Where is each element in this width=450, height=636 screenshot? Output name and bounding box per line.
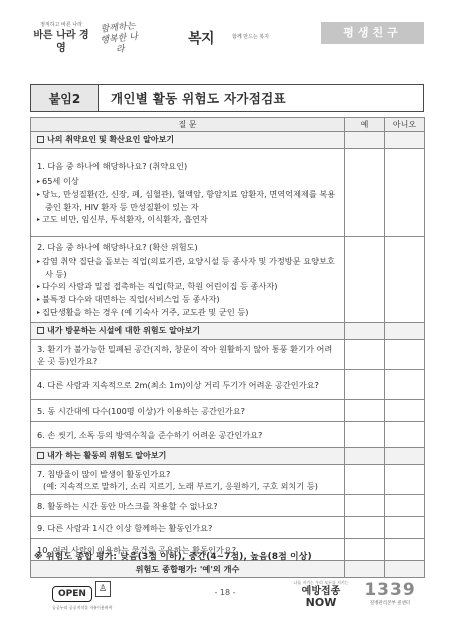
question-row-2	[31, 237, 425, 323]
section-title: 내가 하는 활동의 위험도 알아보기	[47, 451, 167, 460]
yes-cell[interactable]	[345, 517, 385, 539]
self-check-table	[30, 117, 425, 578]
no-cell[interactable]	[385, 517, 425, 539]
yes-cell[interactable]	[345, 539, 385, 561]
hotline-logo	[360, 580, 420, 606]
no-cell[interactable]	[385, 465, 425, 495]
checkbox-icon[interactable]	[37, 136, 44, 143]
bullet-item: ▸ 집단생활을 하는 경우 (예 기숙사 거주, 교도관 및 군인 등)	[37, 306, 249, 317]
bullet-item: ▸ 불특정 다수와 대면하는 직업(서비스업 등 종사자)	[37, 293, 220, 304]
bullet-item: ▸ 65세 이상	[37, 175, 79, 186]
question-row-1	[31, 149, 425, 237]
triangle-bullet-icon: ▸	[37, 308, 41, 316]
checkbox-icon[interactable]	[37, 452, 44, 459]
open-label: OPEN	[52, 586, 92, 602]
triangle-bullet-icon: ▸	[37, 190, 41, 198]
no-cell[interactable]	[385, 149, 425, 237]
question-text: 3. 환기가 불가능한 밀폐된 공간(지하, 창문이 작아 원활하지 않아 통풍 환기가 어려운 곳 등)인가요?	[31, 340, 345, 370]
person-icon: ♙	[95, 581, 111, 597]
triangle-bullet-icon: ▸	[37, 257, 41, 265]
title-box	[30, 84, 424, 112]
bokji-slogan: 함께 만드는 복지	[232, 34, 269, 40]
section-row	[31, 448, 425, 465]
section-row	[31, 323, 425, 340]
yes-cell[interactable]	[345, 149, 385, 237]
bullet-item: ▸ 다수의 사람과 밀접 접촉하는 직업(학교, 학원 어린이집 등 종사자)	[37, 280, 278, 291]
question-text: 5. 동 시간대에 다수(100명 이상)가 이용하는 공간인가요?	[31, 400, 345, 422]
hotline-number: 1339	[364, 580, 416, 600]
question-text: 6. 손 씻기, 소독 등의 방역수칙을 준수하기 어려운 공간인가요?	[31, 422, 345, 448]
no-cell[interactable]	[385, 237, 425, 323]
question-text: 9. 다른 사람과 1시간 이상 함께하는 활동인가요?	[31, 517, 345, 539]
checkbox-icon[interactable]	[37, 327, 44, 334]
open-license-logo	[52, 581, 124, 611]
question-text: 4. 다른 사람과 지속적으로 2m(최소 1m)이상 거리 두기가 어려운 공간인가요?	[31, 370, 345, 400]
yes-cell[interactable]	[345, 323, 385, 340]
yes-cell[interactable]	[345, 370, 385, 400]
hotline-caption: 질병관리본부 콜센터	[369, 601, 411, 606]
bullet-item: ▸ 감염 취약 집단을 돌보는 직업(의료기관, 요양시설 등 종사자 및 가정방문 요양보호사 등)	[37, 255, 335, 279]
yes-cell[interactable]	[345, 340, 385, 370]
bullet-item: ▸ 고도 비만, 임신부, 투석환자, 이식환자, 흡연자	[37, 213, 208, 224]
yes-cell[interactable]	[345, 448, 385, 465]
yes-cell[interactable]	[345, 495, 385, 517]
section-title: 나의 취약요인 및 확산요인 알아보기	[47, 135, 175, 144]
summary-row	[31, 561, 425, 578]
question-row-3	[31, 340, 425, 370]
script-logo: 함께하는 행복한 나라	[99, 21, 139, 56]
question-text: 1. 다음 중 하나에 해당하나요? (취약요인)	[37, 160, 188, 171]
triangle-bullet-icon: ▸	[37, 177, 41, 185]
table-header-row	[31, 118, 425, 132]
yes-header: 예	[345, 118, 385, 132]
summary-label: 위험도 종합평가: '예'의 개수	[31, 561, 345, 578]
no-cell[interactable]	[385, 422, 425, 448]
question-text: 8. 활동하는 시간 동안 마스크를 착용할 수 없나요?	[31, 495, 345, 517]
yes-cell[interactable]	[345, 400, 385, 422]
question-row-9	[31, 517, 425, 539]
question-row-4	[31, 370, 425, 400]
question-text: 7. 침방울이 많이 발생이 활동인가요?	[37, 468, 171, 479]
open-caption: 공공누리 공공저작물 자유이용허락	[52, 605, 113, 610]
vaccination-now-logo: 나를 지키는 우리 모두를 지키는 예방접종 NOW	[293, 580, 349, 609]
question-header: 질 문	[31, 118, 345, 132]
yes-cell[interactable]	[345, 422, 385, 448]
question-example: (예: 지속적으로 말하기, 소리 지르기, 노래 부르기, 응원하기, 구호 외치기 등)	[43, 480, 318, 491]
page-title: 개인별 활동 위험도 자가점검표	[111, 91, 286, 106]
page-header	[0, 0, 450, 72]
bullet-item: ▸ 당뇨, 만성질환(간, 신장, 폐, 심혈관), 혈액암, 항암치료 암환자, 면역억제제를 복용 중인 환자, HIV 환자 등 만성질환이 있는 자	[37, 188, 336, 212]
no-cell[interactable]	[385, 132, 425, 149]
question-text: 2. 다음 중 하나에 해당하나요? (확산 위험도)	[37, 241, 198, 252]
triangle-bullet-icon: ▸	[37, 215, 41, 223]
section-row	[31, 132, 425, 149]
no-cell[interactable]	[385, 400, 425, 422]
no-cell[interactable]	[385, 323, 425, 340]
question-row-7	[31, 465, 425, 495]
yes-count-cell[interactable]	[345, 561, 385, 578]
lifetime-friend-badge: 평생친구	[321, 22, 424, 44]
no-cell[interactable]	[385, 539, 425, 561]
bokji-logo: 복지	[188, 31, 215, 47]
yes-cell[interactable]	[345, 132, 385, 149]
no-count-cell[interactable]	[385, 561, 425, 578]
no-cell[interactable]	[385, 448, 425, 465]
no-cell[interactable]	[385, 370, 425, 400]
question-text: 10. 여러 사람이 이용하는 물건을 공유하는 활동인가요?	[31, 539, 345, 561]
logo-small-text: 정직하고 바른 나라	[40, 22, 82, 28]
government-logo	[32, 22, 90, 54]
question-row-8	[31, 495, 425, 517]
triangle-bullet-icon: ▸	[37, 295, 41, 303]
no-header: 아니오	[385, 118, 425, 132]
attachment-tag: 붙임2	[31, 85, 99, 111]
section-title: 내가 방문하는 시설에 대한 위험도 알아보기	[47, 326, 201, 335]
question-row-5	[31, 400, 425, 422]
yes-cell[interactable]	[345, 465, 385, 495]
triangle-bullet-icon: ▸	[37, 282, 41, 290]
yes-cell[interactable]	[345, 237, 385, 323]
no-cell[interactable]	[385, 340, 425, 370]
logo-big-text: 바른 나라 경영	[33, 30, 89, 54]
no-cell[interactable]	[385, 495, 425, 517]
evaluation-footnote: ※ 위험도 종합 평가: 낮음(3점 이하), 중간(4~7점), 높음(8점 이상)	[34, 552, 312, 562]
question-row-6	[31, 422, 425, 448]
page-number: - 18 -	[214, 588, 236, 597]
